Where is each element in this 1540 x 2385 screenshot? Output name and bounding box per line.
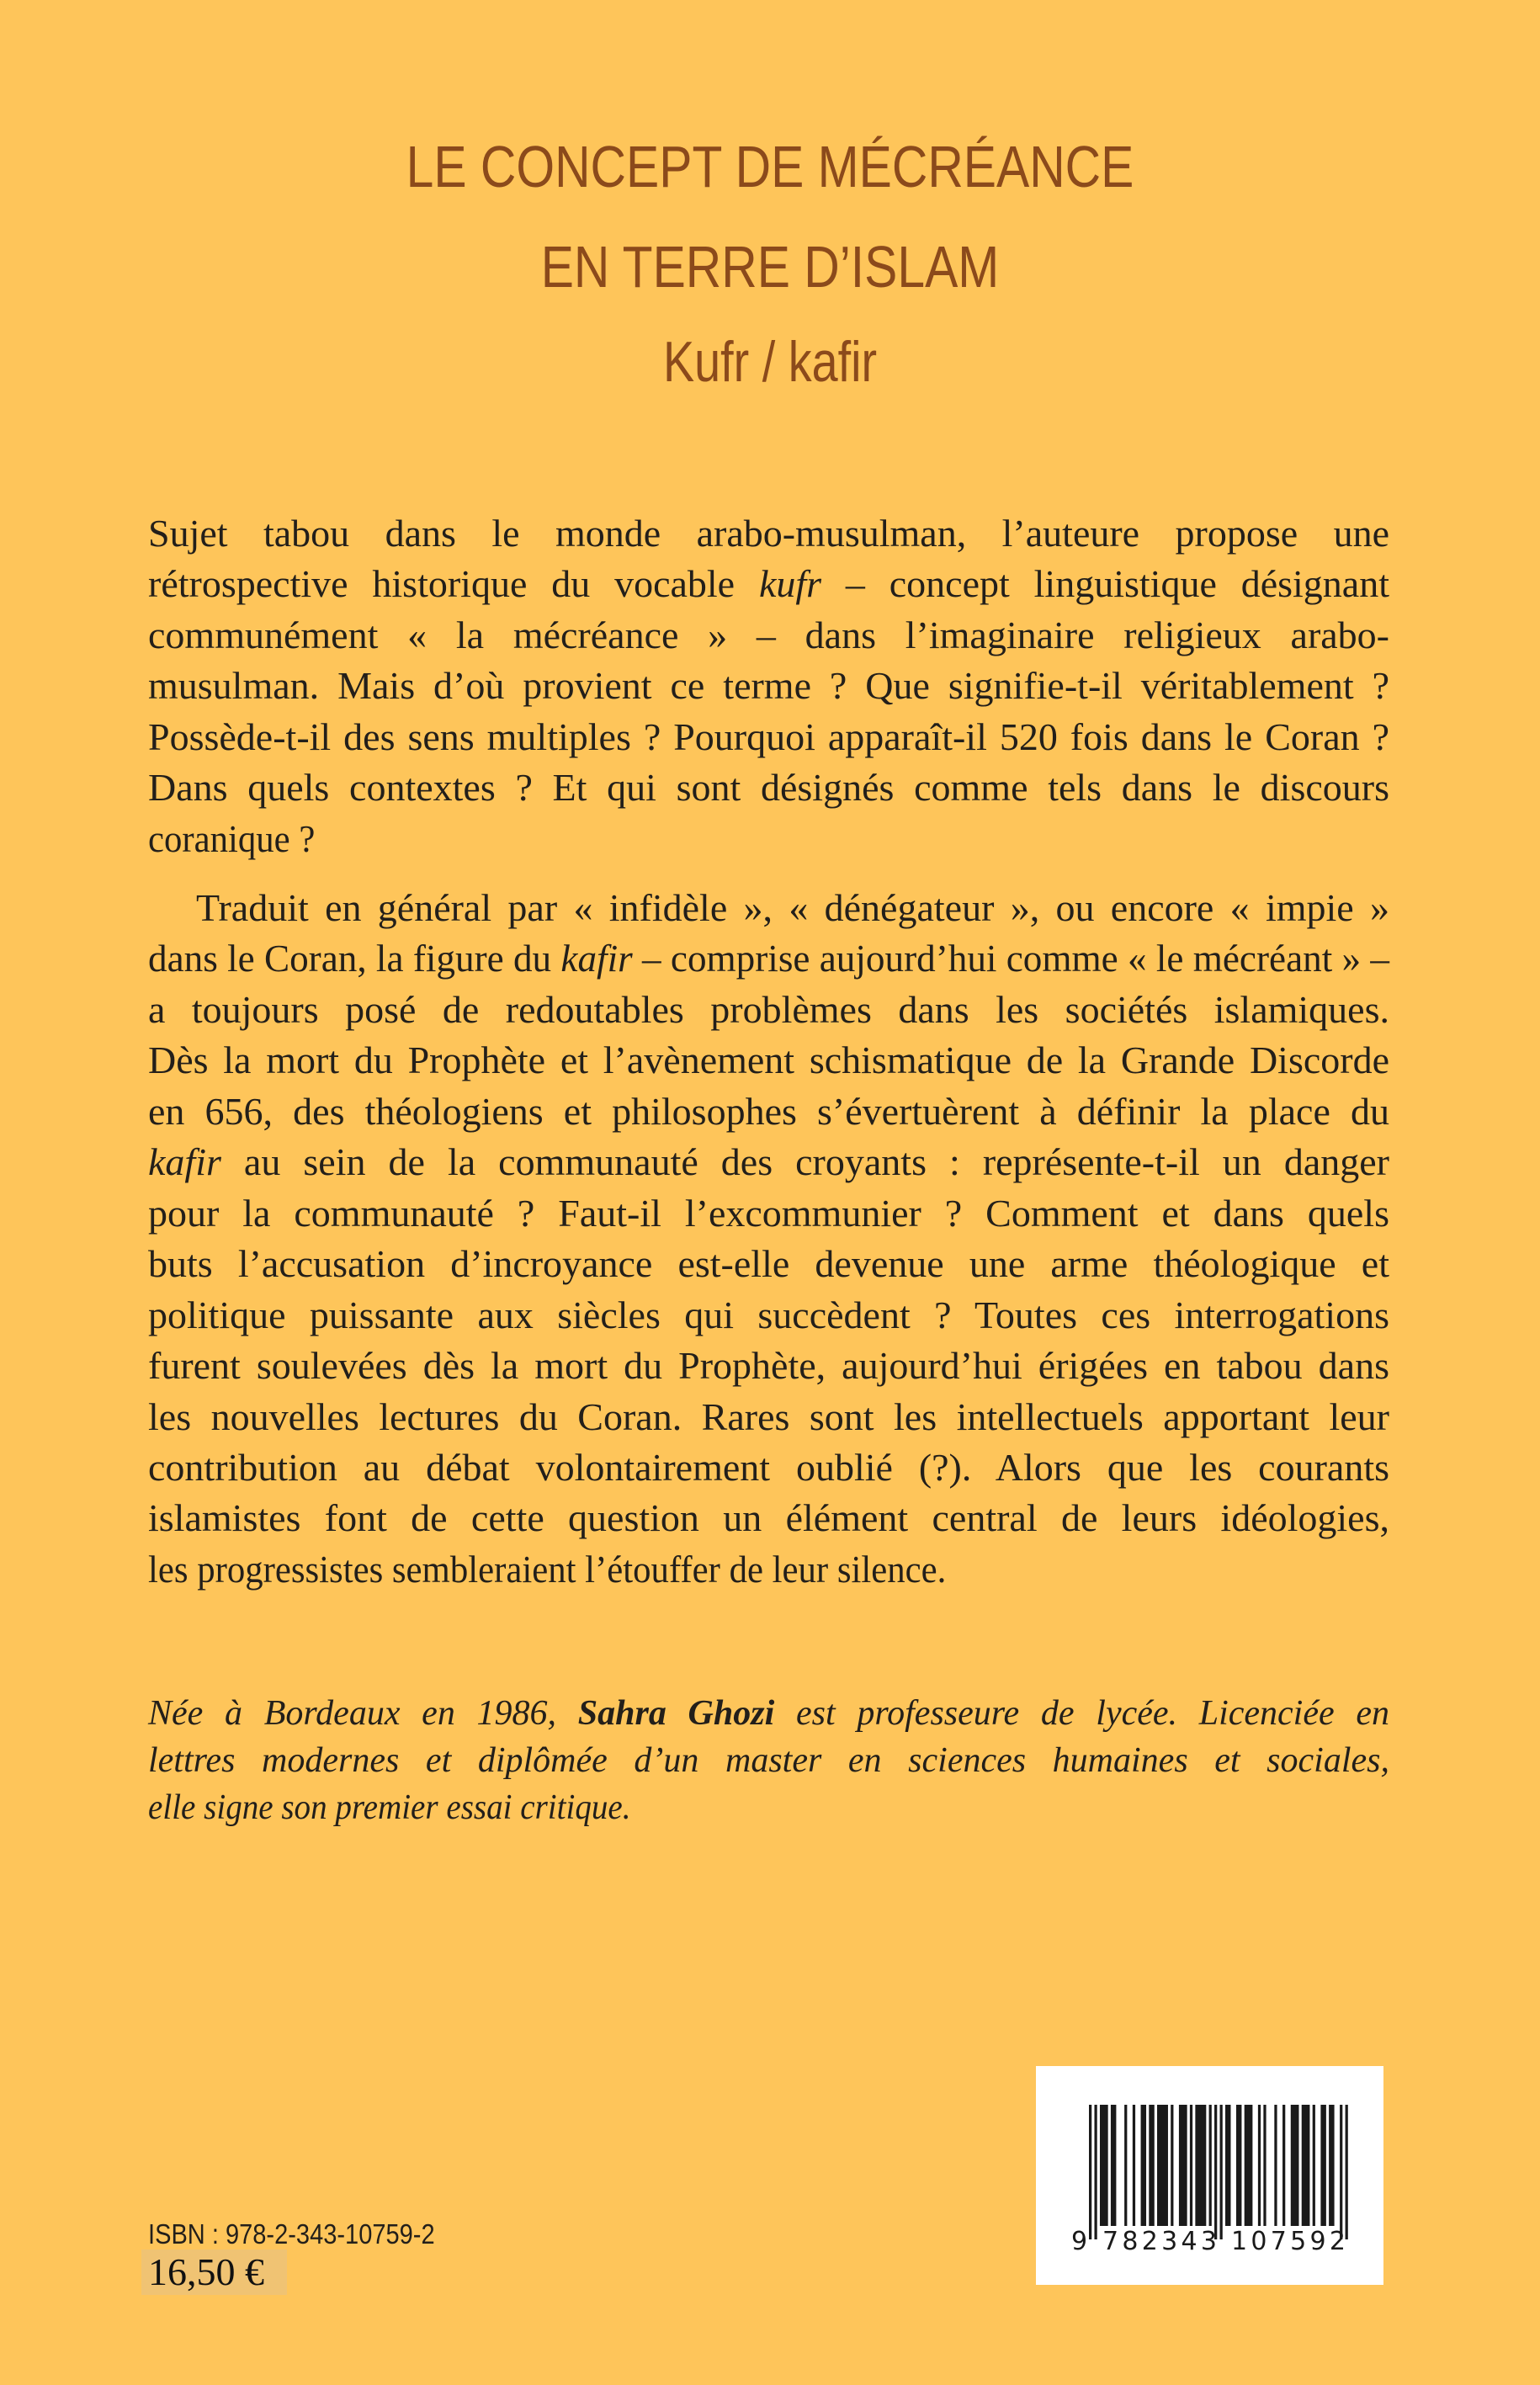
text-span: furent soulevées dès la mort du Prophète, aujourd’hui érigées en tabou dans [148,1344,1389,1388]
text-span: dans le Coran, la figure du [148,937,561,980]
barcode-graphic [1036,2066,1383,2285]
barcode-bar [1100,2105,1108,2226]
text-span: les nouvelles lectures du Coran. Rares sont les intellectuels apportant leur [148,1394,1389,1438]
text-span: Possède-t-il des sens multiples ? Pourquoi apparaît-il 520 fois dans le Coran ? [148,714,1389,758]
text-line [148,1784,1389,1831]
book-title-line-2: EN TERRE D’ISLAM [540,234,1000,300]
barcode-bar [1346,2105,1348,2239]
barcode-bar [1111,2105,1116,2226]
barcode-bar [1302,2105,1310,2226]
text-span: rétrospective historique du vocable [148,562,759,606]
text-span: politique puissante aux siècles qui succèdent ? Toutes ces interrogations [148,1293,1389,1336]
text-line [148,933,1389,984]
barcode-bar [1209,2105,1212,2226]
barcode-left-digits: 782343 [1102,2227,1217,2256]
line-content [148,1737,1389,1784]
text-span: communément « la mécréance » – dans l’imaginaire religieux arabo- [148,613,1389,656]
text-line [148,661,1389,711]
text-line [148,1188,1389,1239]
barcode-bar [1340,2105,1342,2239]
text-span: Née à Bordeaux en 1986, [148,1694,578,1733]
barcode-bar [1124,2105,1127,2226]
barcode-bar [1220,2105,1223,2239]
line-content [148,1035,1389,1086]
author-name: Sahra Ghozi [577,1694,775,1733]
text-line [148,985,1389,1035]
line-content [148,1392,1389,1442]
line-content [148,559,1389,609]
barcode-bar [1214,2105,1217,2239]
barcode-bar [1157,2105,1168,2226]
line-content [148,1442,1389,1493]
barcode-bar [1225,2105,1230,2226]
italic-term: kafir [560,937,633,980]
italic-term: kafir [148,1140,221,1184]
barcode-right-digits: 107592 [1231,2227,1346,2256]
barcode-bar [1236,2105,1241,2226]
barcode-bar [1313,2105,1315,2226]
text-line [148,1239,1389,1289]
line-content [148,985,1389,1035]
text-span: en 656, des théologiens et philosophes s’évertuèrent à définir la place du [148,1089,1389,1133]
barcode-bar [1094,2105,1097,2239]
text-span: Dans quels contextes ? Et qui sont désignés comme tels dans le discours [148,766,1389,810]
barcode-bar [1245,2105,1253,2226]
line-content [148,933,1389,984]
line-content [148,1784,631,1831]
line-content [148,1341,1389,1391]
book-title-line-1: LE CONCEPT DE MÉCRÉANCE [406,134,1134,199]
text-line [148,1544,1389,1595]
barcode-bar [1291,2105,1299,2226]
text-line [148,1035,1389,1086]
barcode-bar [1190,2105,1192,2226]
text-line [148,1392,1389,1442]
barcode-bar [1263,2105,1266,2226]
text-span: coranique ? [148,816,316,860]
barcode-bar [1089,2105,1091,2239]
text-line [148,814,1389,864]
barcode-bar [1195,2105,1206,2226]
text-span: islamistes font de cette question un élément central de leurs idéologies, [148,1496,1389,1540]
barcode-bar [1258,2105,1261,2226]
text-span: est professeure de lycée. Licenciée en [774,1694,1389,1733]
line-content [148,1188,1389,1239]
barcode-bar [1171,2105,1173,2226]
barcode-bar [1141,2105,1146,2226]
text-line [148,1442,1389,1493]
text-span: Traduit en général par « infidèle », « dénégateur », ou encore « impie » [196,886,1389,929]
text-span: contribution au débat volontairement oublié (?). Alors que les courants [148,1445,1389,1489]
line-content [148,814,315,864]
text-span: buts l’accusation d’incroyance est-elle devenue une arme théologique et [148,1242,1389,1286]
text-span: a toujours posé de redoutables problèmes dans les sociétés islamiques. [148,987,1389,1031]
text-span: pour la communauté ? Faut-il l’excommunier ? Comment et dans quels [148,1191,1389,1235]
line-content [196,883,1389,933]
text-line [148,1086,1389,1137]
isbn-label: ISBN : 978-2-343-10759-2 [148,2218,435,2250]
text-line [148,1737,1389,1784]
line-content [148,1544,946,1595]
line-content [148,1290,1389,1341]
text-span: Sujet tabou dans le monde arabo-musulman, l’auteure propose une [148,512,1389,555]
text-line [148,508,1389,559]
line-content [148,661,1389,711]
barcode-bar [1133,2105,1135,2226]
text-span: Dès la mort du Prophète et l’avènement schismatique de la Grande Discorde [148,1038,1389,1082]
text-span: les progressistes sembleraient l’étouffer de leur silence. [148,1547,947,1591]
text-line [148,1341,1389,1391]
barcode-bar [1149,2105,1154,2226]
line-content [148,610,1389,661]
text-line [148,712,1389,762]
text-span: elle signe son premier essai critique. [148,1788,631,1827]
text-line [148,610,1389,661]
line-content [148,1239,1389,1289]
text-line [148,1137,1389,1187]
barcode [1036,2066,1383,2285]
barcode-bar [1282,2105,1285,2226]
line-content [148,1690,1389,1737]
text-span: lettres modernes et diplômée d’un master en sciences humaines et sociales, [148,1741,1389,1780]
text-span: – comprise aujourd’hui comme « le mécréant » – [632,937,1389,980]
line-content [148,712,1389,762]
barcode-bar [1274,2105,1277,2226]
text-line [148,1493,1389,1543]
line-content [148,508,1389,559]
line-content [148,1137,1389,1187]
price-value: 16,50 € [148,2250,264,2293]
text-span: au sein de la communauté des croyants : représente-t-il un danger [220,1140,1389,1184]
text-span: musulman. Mais d’où provient ce terme ? Que signifie-t-il véritablement ? [148,664,1389,708]
text-line [148,1690,1389,1737]
italic-term: kufr [758,562,822,606]
text-line [148,559,1389,609]
barcode-first-digit: 9 [1071,2227,1088,2256]
book-subtitle: Kufr / kafir [662,330,878,394]
line-content [148,1086,1389,1137]
line-content [148,1493,1389,1543]
barcode-bar [1320,2105,1325,2226]
text-span: – concept linguistique désignant [821,562,1389,606]
text-line [148,1290,1389,1341]
text-line [148,883,1389,933]
line-content [148,762,1389,813]
price-tag [141,2250,287,2295]
text-line [148,762,1389,813]
barcode-bar [1179,2105,1187,2226]
barcode-bar [1329,2105,1334,2226]
